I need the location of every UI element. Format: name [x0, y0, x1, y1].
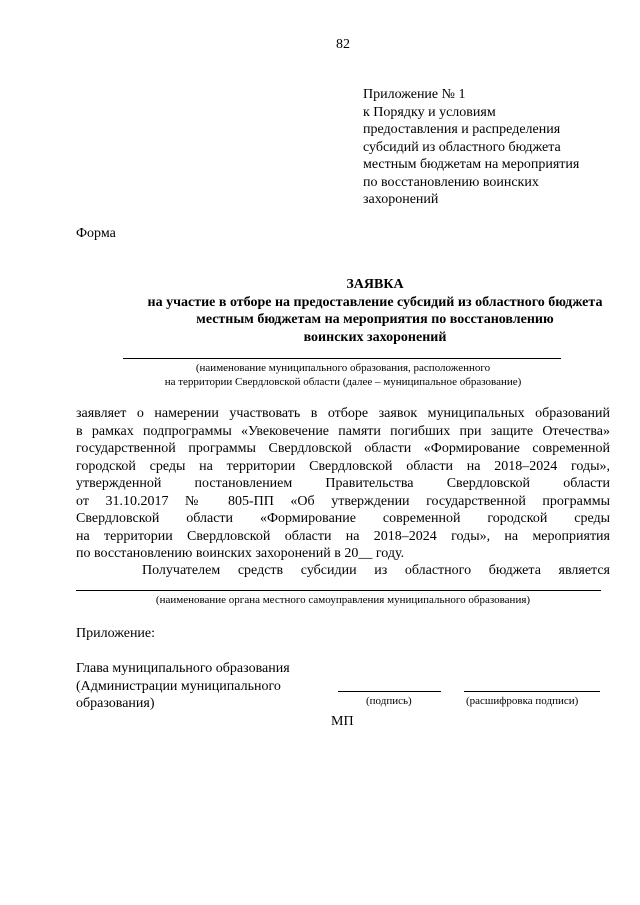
head-line: Глава муниципального образования — [76, 661, 290, 676]
body-line: по восстановлению воинских захоронений в 20__ году. — [76, 546, 405, 561]
authority-hint: (наименование органа местного самоуправления муниципального образования) — [155, 594, 531, 606]
municipality-hint — [0, 361, 640, 389]
signature-blank-line — [338, 691, 441, 692]
municipality-hint-line: (наименование муниципального образования, расположенного — [195, 362, 491, 374]
title-line: на участие в отборе на предоставление субсидий из областного бюджета — [147, 294, 603, 310]
decoding-blank-line — [464, 691, 600, 692]
annex-line: местным бюджетам на мероприятия — [363, 157, 580, 172]
head-line: образования) — [76, 696, 155, 711]
municipality-blank-line — [123, 358, 561, 359]
title-heading: ЗАЯВКА — [346, 277, 404, 292]
head-line: (Администрации муниципального — [76, 678, 281, 694]
annex-line: по восстановлению воинских — [363, 174, 539, 190]
body-line: заявляет о намерении участвовать в отборе заявок муниципальных образований — [76, 406, 610, 421]
body-line: городской среды на территории Свердловской области на 2018–2024 годы», — [76, 458, 610, 474]
body-line: государственной программы Свердловской области «Формирование современной — [76, 441, 610, 456]
annex-block — [363, 86, 623, 209]
decoding-hint: (расшифровка подписи) — [466, 695, 579, 707]
form-label: Форма — [76, 226, 116, 241]
body-paragraph — [76, 405, 610, 563]
body-line: от 31.10.2017 № 805-ПП «Об утверждении государственной программы — [76, 493, 610, 509]
municipality-hint-line: на территории Свердловской области (далее – муниципальное образование) — [164, 376, 522, 388]
body-line: в рамках подпрограммы «Увековечение памяти погибших при защите Отечества» — [76, 423, 610, 439]
stamp-place: МП — [331, 714, 354, 729]
title-line: местным бюджетам на мероприятия по восстановлению — [196, 312, 554, 327]
body-line: Свердловской области «Формирование современной городской среды — [76, 511, 610, 526]
recipient-line: Получателем средств субсидии из областного бюджета является — [142, 563, 610, 578]
annex-line: предоставления и распределения — [363, 122, 561, 137]
body-line: на территории Свердловской области на 2018–2024 годы», на мероприятия — [76, 528, 610, 544]
page-number: 82 — [336, 37, 350, 52]
annex-line: Приложение № 1 — [363, 87, 466, 102]
head-of-municipality — [76, 660, 290, 713]
document-title — [60, 276, 640, 346]
authority-blank-line — [76, 590, 601, 591]
annex-line: субсидий из областного бюджета — [363, 139, 561, 155]
body-line: утвержденной постановлением Правительства Свердловской области — [76, 476, 610, 491]
annex-line: к Порядку и условиям — [363, 104, 496, 120]
annex-line: захоронений — [363, 192, 439, 207]
signature-hint: (подпись) — [366, 695, 412, 707]
attachment-label: Приложение: — [76, 626, 156, 641]
title-line: воинских захоронений — [303, 329, 447, 345]
